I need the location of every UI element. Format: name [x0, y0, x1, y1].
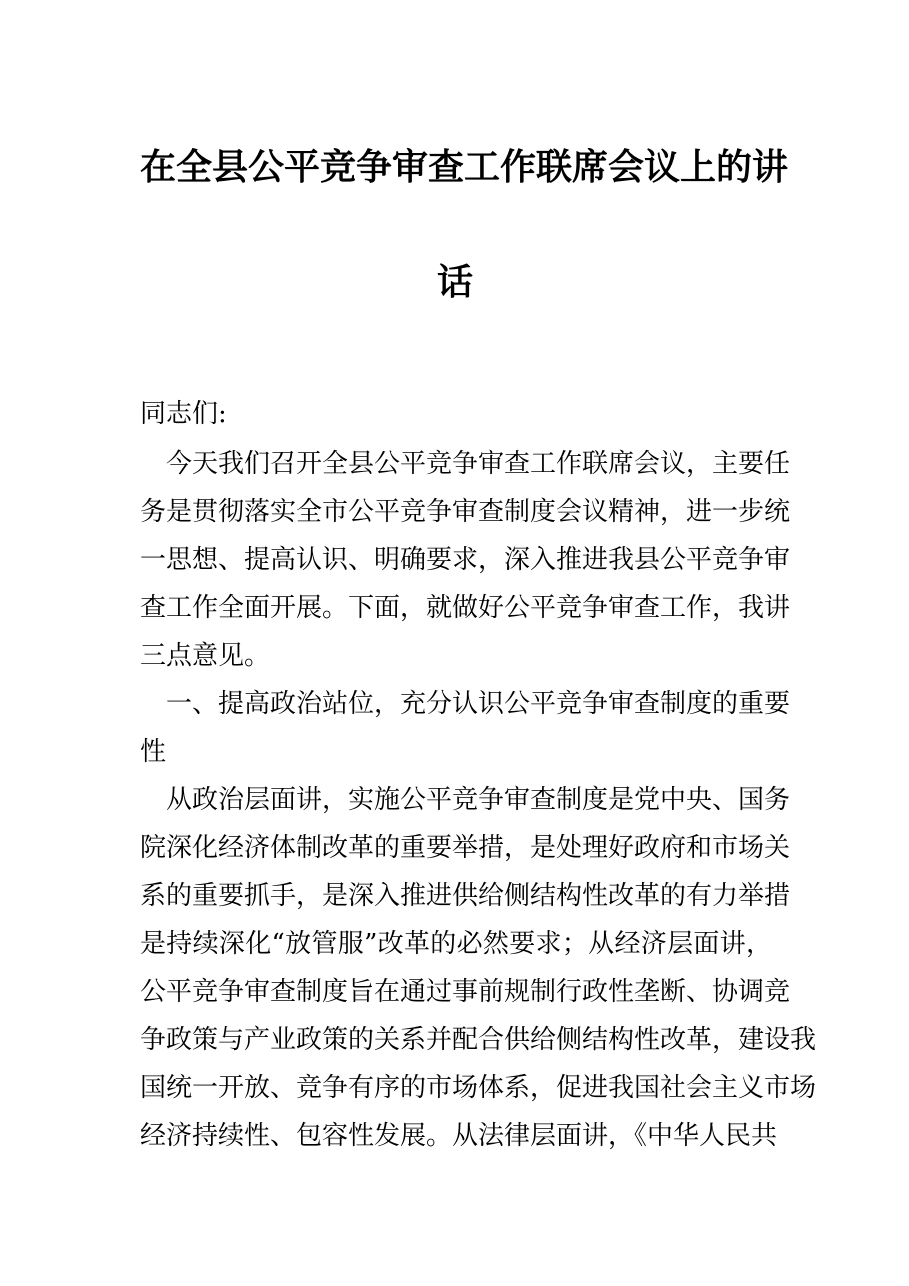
body-line: 今天我们召开全县公平竞争审查工作联席会议，主要任	[140, 449, 791, 479]
body-line: 争政策与产业政策的关系并配合供给侧结构性改革，建设我	[140, 1025, 817, 1055]
body-line: 院深化经济体制改革的重要举措，是处理好政府和市场关	[140, 833, 791, 863]
body-line: 三点意见。	[140, 641, 271, 671]
body-line: 是持续深化“放管服”改革的必然要求；从经济层面讲，	[140, 929, 772, 959]
document-title-line-2: 话	[436, 261, 473, 303]
document-title-line-1: 在全县公平竞争审查工作联席会议上的讲	[140, 146, 789, 188]
body-line: 公平竞争审查制度旨在通过事前规制行政性垄断、协调竞	[140, 977, 791, 1007]
body-line: 一思想、提高认识、明确要求，深入推进我县公平竞争审	[140, 545, 791, 575]
body-line: 查工作全面开展。下面，就做好公平竞争审查工作，我讲	[140, 593, 791, 623]
body-line: 从政治层面讲，实施公平竞争审查制度是党中央、国务	[140, 785, 791, 815]
salutation: 同志们:	[140, 399, 227, 429]
body-line: 国统一开放、竞争有序的市场体系，促进我国社会主义市场	[140, 1073, 817, 1103]
body-line: 务是贯彻落实全市公平竞争审查制度会议精神，进一步统	[140, 497, 791, 527]
section-heading-line: 性	[140, 737, 167, 767]
body-line: 经济持续性、包容性发展。从法律层面讲，《中华人民共	[140, 1121, 778, 1151]
body-line: 系的重要抓手，是深入推进供给侧结构性改革的有力举措	[140, 881, 791, 911]
section-heading-line: 一、提高政治站位，充分认识公平竞争审查制度的重要	[140, 689, 791, 719]
